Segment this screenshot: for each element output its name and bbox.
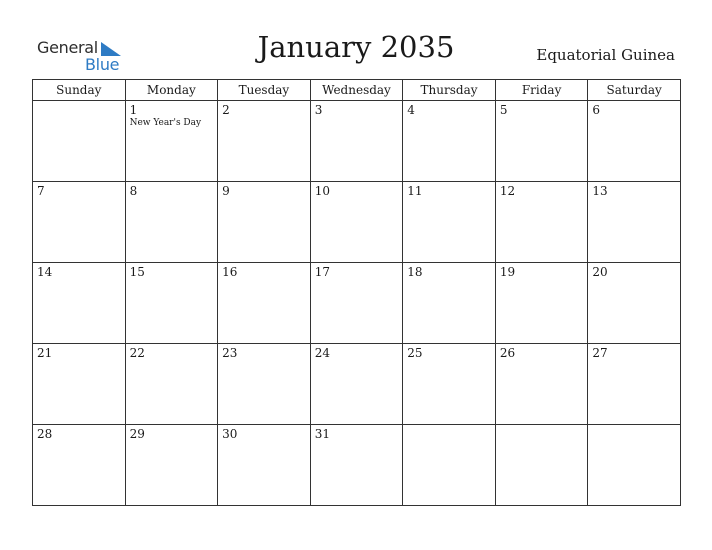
day-cell — [403, 101, 496, 182]
day-cell — [588, 425, 681, 506]
day-cell — [218, 263, 311, 344]
day-cell — [218, 101, 311, 182]
day-cell — [310, 263, 403, 344]
day-number: 21 — [37, 346, 53, 360]
day-cell — [125, 425, 218, 506]
day-number: 15 — [129, 265, 145, 279]
weekday-header: Wednesday — [310, 80, 403, 101]
day-cell — [310, 101, 403, 182]
day-number: 12 — [499, 184, 516, 198]
logo-blue-text: Blue — [85, 55, 120, 74]
weekday-header: Friday — [495, 80, 588, 101]
day-number: 4 — [407, 103, 415, 117]
day-cell — [403, 263, 496, 344]
day-number: 18 — [407, 265, 423, 279]
day-cell — [33, 182, 126, 263]
day-cell — [495, 101, 588, 182]
holiday-label: New Year's Day — [129, 118, 202, 128]
country-name: Equatorial Guinea — [536, 46, 675, 64]
day-cell — [33, 101, 126, 182]
weekday-header: Monday — [125, 80, 218, 101]
day-number: 7 — [37, 184, 45, 198]
weekday-header: Tuesday — [218, 80, 311, 101]
day-number: 9 — [222, 184, 230, 198]
week-row — [33, 344, 681, 425]
weekday-header: Thursday — [403, 80, 496, 101]
week-row — [33, 182, 681, 263]
day-number: 31 — [314, 427, 330, 441]
day-number: 26 — [499, 346, 516, 360]
calendar-header — [0, 0, 712, 78]
day-cell — [33, 344, 126, 425]
calendar-grid — [32, 79, 681, 506]
day-cell — [310, 182, 403, 263]
day-cell — [125, 101, 218, 182]
logo-general-text: General — [37, 38, 98, 57]
day-cell — [403, 425, 496, 506]
day-cell — [33, 425, 126, 506]
day-cell — [495, 182, 588, 263]
day-number: 5 — [499, 103, 508, 117]
day-number: 13 — [592, 184, 608, 198]
day-cell — [403, 344, 496, 425]
day-cell — [125, 344, 218, 425]
calendar-title: January 2035 — [257, 30, 455, 64]
day-cell — [588, 344, 681, 425]
day-number: 27 — [592, 346, 608, 360]
day-cell — [495, 344, 588, 425]
day-number: 1 — [129, 103, 138, 117]
day-number: 20 — [592, 265, 608, 279]
week-row — [33, 101, 681, 182]
day-number: 3 — [314, 103, 323, 117]
day-cell — [125, 182, 218, 263]
day-number: 10 — [314, 184, 330, 198]
day-cell — [495, 425, 588, 506]
day-cell — [310, 344, 403, 425]
day-number: 14 — [37, 265, 53, 279]
day-cell — [495, 263, 588, 344]
day-number: 6 — [592, 103, 601, 117]
day-cell — [218, 425, 311, 506]
day-number: 19 — [499, 265, 516, 279]
week-row — [33, 425, 681, 506]
day-number: 24 — [314, 346, 330, 360]
day-cell — [218, 344, 311, 425]
day-number: 8 — [129, 184, 138, 198]
weekday-header: Saturday — [588, 80, 681, 101]
day-number: 30 — [222, 427, 238, 441]
week-row — [33, 263, 681, 344]
day-number: 25 — [407, 346, 423, 360]
day-cell — [125, 263, 218, 344]
weekday-header-row — [33, 80, 681, 101]
day-cell — [588, 101, 681, 182]
day-number: 22 — [129, 346, 145, 360]
day-number: 2 — [222, 103, 230, 117]
day-number: 11 — [407, 184, 423, 198]
day-number: 17 — [314, 265, 330, 279]
weekday-header: Sunday — [33, 80, 126, 101]
day-cell — [588, 182, 681, 263]
day-cell — [403, 182, 496, 263]
day-cell — [218, 182, 311, 263]
day-number: 28 — [37, 427, 53, 441]
day-cell — [588, 263, 681, 344]
day-cell — [310, 425, 403, 506]
day-number: 16 — [222, 265, 238, 279]
day-number: 29 — [129, 427, 145, 441]
day-number: 23 — [222, 346, 238, 360]
day-cell — [33, 263, 126, 344]
